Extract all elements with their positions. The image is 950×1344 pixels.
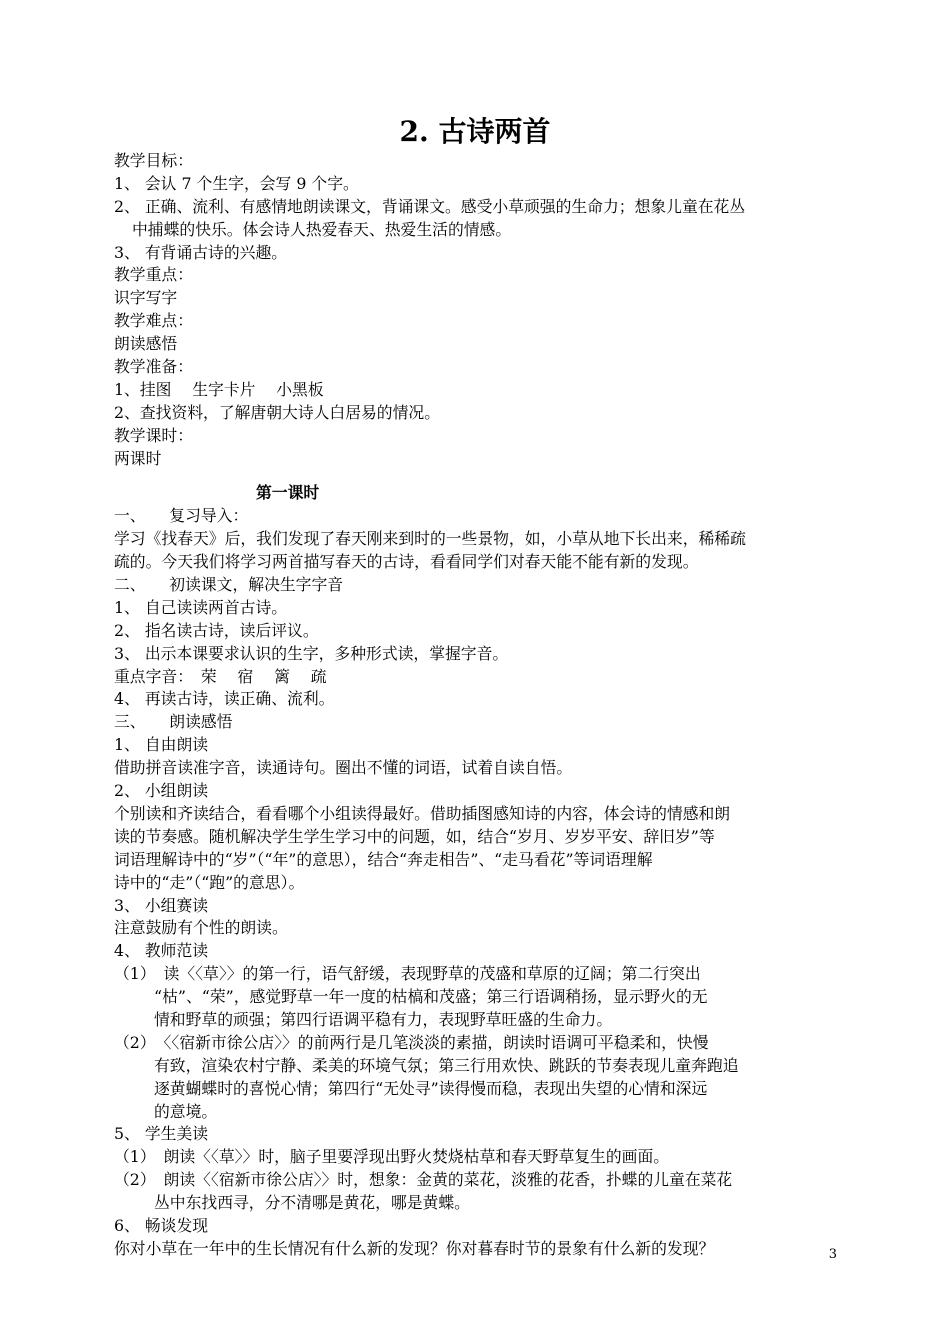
text-line: 丛中东找西寻，分不清哪是黄花，哪是黄蝶。 — [154, 1193, 470, 1213]
text-line: 中捕蝶的快乐。体会诗人热爱春天、热爱生活的情感。 — [132, 219, 512, 239]
lesson-heading: 第一课时 — [256, 483, 320, 503]
page-number: 3 — [828, 1247, 837, 1262]
text-line: 4、 再读古诗，读正确、流利。 — [114, 689, 335, 709]
text-line: 1、 自由朗读 — [114, 735, 209, 755]
text-line: 教学准备： — [114, 357, 193, 377]
text-line: 1、 会认 7 个生字，会写 9 个字。 — [114, 173, 359, 193]
text-line: （1） 读〈〈草〉〉的第一行，语气舒缓，表现野草的茂盛和草原的辽阔；第二行突出 — [114, 964, 701, 984]
text-line: （2） 朗读〈〈宿新市徐公店〉〉时，想象：金黄的菜花，淡雅的花香，扑蝶的儿童在菜花 — [114, 1170, 733, 1190]
text-line: 2、 小组朗读 — [114, 781, 209, 801]
text-line: 5、 学生美读 — [114, 1124, 209, 1144]
text-line: 教学目标： — [114, 151, 193, 170]
text-line: 逐黄蝴蝶时的喜悦心情；第四行“无处寻”读得慢而稳，表现出失望的心情和深远 — [154, 1078, 708, 1098]
text-line: 2、 指名读古诗，读后评议。 — [114, 620, 319, 640]
text-line: 教学课时： — [114, 425, 193, 445]
text-line: 一、 复习导入： — [114, 506, 249, 526]
text-line: 疏的。今天我们将学习两首描写春天的古诗，看看同学们对春天能不能有新的发现。 — [114, 552, 699, 572]
text-line: 二、 初读课文，解决生字字音 — [114, 575, 344, 595]
text-line: 三、 朗读感悟 — [114, 712, 233, 732]
text-line: 诗中的“走”（“跑”的意思）。 — [114, 872, 305, 892]
text-line: 学习《找春天》后，我们发现了春天刚来到时的一些景物，如，小草从地下长出来，稀稀疏 — [114, 529, 746, 549]
text-line: 两课时 — [114, 448, 162, 468]
text-line: 2、查找资料，了解唐朝大诗人白居易的情况。 — [114, 402, 440, 422]
text-line: 朗读感悟 — [114, 334, 178, 354]
text-line: 借助拼音读准字音，读通诗句。圈出不懂的词语，试着自读自悟。 — [114, 758, 573, 778]
text-line: 3、 小组赛读 — [114, 895, 209, 915]
text-line: 词语理解诗中的“岁”（“年”的意思），结合“奔走相告”、“走马看花”等词语理解 — [114, 849, 653, 869]
text-line: 个别读和齐读结合，看看哪个小组读得最好。借助插图感知诗的内容，体会诗的情感和朗 — [114, 803, 731, 823]
text-line: 6、 畅谈发现 — [114, 1215, 209, 1235]
text-line: 1、挂图 生字卡片 小黑板 — [114, 379, 324, 399]
text-line: 4、 教师范读 — [114, 941, 209, 961]
text-line: 教学难点： — [114, 311, 193, 331]
text-line: 有致，渲染农村宁静、柔美的环境气氛；第三行用欢快、跳跃的节奏表现儿童奔跑追 — [154, 1055, 739, 1075]
text-line: “枯”、“荣”，感觉野草一年一度的枯槁和茂盛；第三行语调稍扬，显示野火的无 — [154, 987, 708, 1007]
text-line: 2、 正确、流利、有感情地朗读课文，背诵课文。感受小草顽强的生命力；想象儿童在花丛 — [114, 196, 746, 216]
text-line: 教学重点： — [114, 265, 193, 285]
text-line: 识字写字 — [114, 288, 178, 308]
text-line: 的意境。 — [154, 1101, 218, 1121]
text-line: 3、 出示本课要求认识的生字，多种形式读，掌握字音。 — [114, 643, 509, 663]
text-line: 情和野草的顽强；第四行语调平稳有力，表现野草旺盛的生命力。 — [154, 1009, 613, 1029]
text-line: 1、 自己读读两首古诗。 — [114, 597, 288, 617]
text-line: 重点字音： 荣 宿 篱 疏 — [114, 666, 327, 686]
text-line: （2） 〈〈宿新市徐公店〉〉的前两行是几笔淡淡的素描，朗读时语调可平稳柔和，快慢 — [114, 1032, 709, 1052]
text-line: 你对小草在一年中的生长情况有什么新的发现？你对暮春时节的景象有什么新的发现？ — [114, 1238, 715, 1258]
text-line: 注意鼓励有个性的朗读。 — [114, 918, 288, 938]
text-line: （1） 朗读〈〈草〉〉时，脑子里要浮现出野火焚烧枯草和春天野草复生的画面。 — [114, 1147, 670, 1167]
text-line: 读的节奏感。随机解决学生学生学习中的问题，如，结合“岁月、岁岁平安、辞旧岁”等 — [114, 826, 715, 846]
document-body — [114, 150, 844, 1261]
page-title: 2. 古诗两首 — [399, 115, 551, 148]
text-line: 3、 有背诵古诗的兴趣。 — [114, 242, 288, 262]
